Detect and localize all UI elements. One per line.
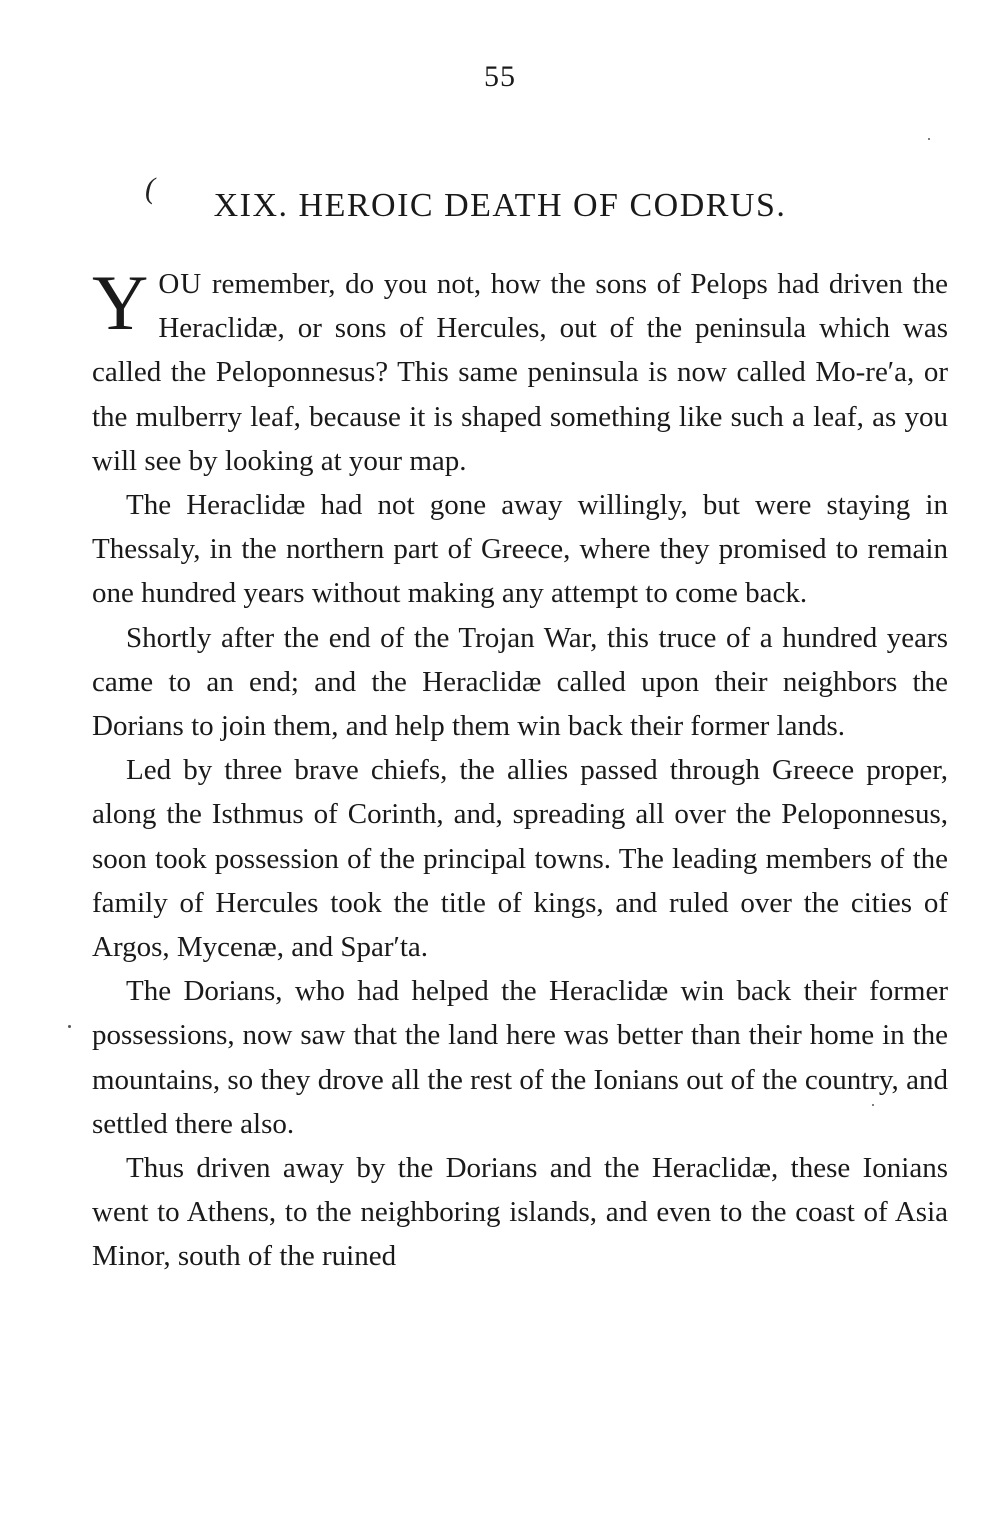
paragraph-2: The Heraclidæ had not gone away willingly, but were staying in Thessaly, in the northern part of Greece, where they promised to remain one hundred years without making any attempt to come back. [92,489,948,610]
paragraph-3: Shortly after the end of the Trojan War, this truce of a hundred years came to an end; and the Heraclidæ called upon their neighbors the Dorians to join them, and help them win back their former lands. [92,621,948,743]
page-number: 55 [484,60,516,93]
page-speck [872,1104,874,1106]
paragraph-1-text: remember, do you not, how the sons of Pelops had driven the Heraclidæ, or sons of Hercules, out of the peninsula which was called the Peloponnesus? This same peninsula is now called Mo-re′a, or the mulberry leaf, because it is shaped something like such a leaf, as you will see by looking at your map. [92,268,948,477]
page-speck [68,1025,71,1028]
page-speck [928,138,930,140]
chapter-title: XIX. HEROIC DEATH OF CODRUS. [213,187,787,224]
paragraph-4: Led by three brave chiefs, the allies passed through Greece proper, along the Isthmus of Corinth, and, spreading all over the Peloponnesus, soon took possession of the principal towns. The leading members of the family of Hercules took the title of kings, and ruled over the cities of Argos, Mycenæ, and Spar′ta. [92,754,948,964]
first-word-rest: OU [158,268,203,300]
paragraph-5: The Dorians, who had helped the Heraclidæ win back their former possessions, now saw that the land here was better than their home in the mountains, so they drove all the rest of the Ionians out of the country, and settled there also. [92,975,948,1140]
paragraph-1 [92,259,948,483]
drop-cap: Y [92,259,149,346]
stray-pencil-mark: ( [145,172,155,205]
chapter-body [92,259,948,1279]
paragraph-6: Thus driven away by the Dorians and the Heraclidæ, these Ionians went to Athens, to the neighboring islands, and even to the coast of Asia Minor, south of the ruined [92,1152,948,1273]
